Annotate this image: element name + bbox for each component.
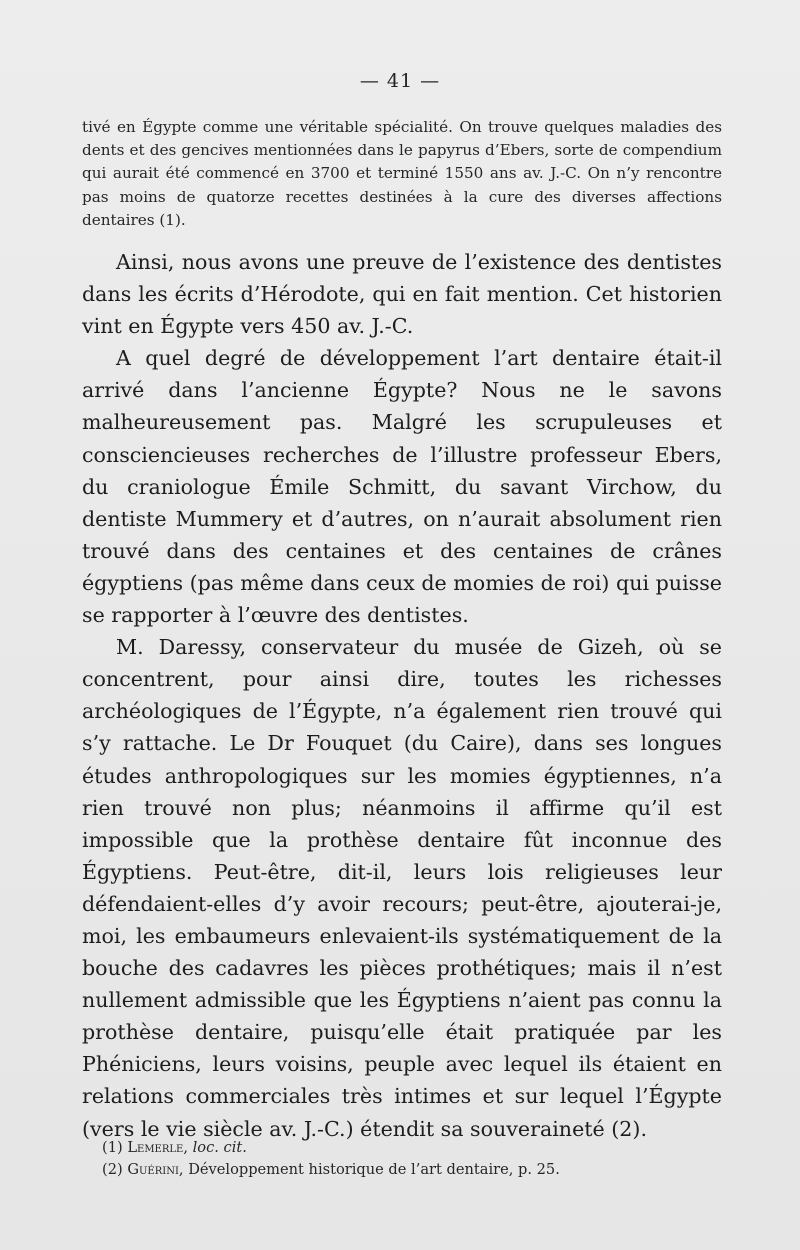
paragraph: A quel degré de développement l’art dentaire était-il arrivé dans l’ancienne Égypte? Nous ne le savons malheureusement pas. Malgré les scrupuleuses et consciencieuses recherches de l’illustre professeur Ebers, du craniologue Émile Schmitt, du savant Virchow, du dentiste Mummery et d’autres, on n’aurait absolument rien trouvé dans des centaines et des centaines de crânes égyptiens (pas même dans ceux de momies de roi) qui puisse se rapporter à l’œuvre des dentistes. [82, 346, 722, 628]
footnote-text: Développement historique de l’art dentaire, p. 25. [188, 1161, 560, 1178]
footnote-text: loc. cit. [192, 1139, 247, 1156]
footnote-marker: (2) [102, 1161, 123, 1178]
page-number: — 41 — [359, 70, 441, 92]
main-text [82, 246, 722, 1145]
intro-paragraph [82, 116, 722, 232]
paragraph: Ainsi, nous avons une preuve de l’existence des dentistes dans les écrits d’Hérodote, qui en fait mention. Cet historien vint en Égypte vers 450 av. J.-C. [82, 250, 722, 339]
footnote-marker: (1) [102, 1139, 123, 1156]
paragraph: M. Daressy, conservateur du musée de Gizeh, où se concentrent, pour ainsi dire, toutes les richesses archéologiques de l’Égypte, n’a également rien trouvé qui s’y rattache. Le Dr Fouquet (du Caire), dans ses longues études anthropologiques sur les momies égyptiennes, n’a rien trouvé non plus; néanmoins il affirme qu’il est impossible que la prothèse dentaire fût inconnue des Égyptiens. Peut-être, dit-il, leurs lois religieuses leur défendaient-elles d’y avoir recours; peut-être, ajouterai-je, moi, les embaumeurs enlevaient-ils systématiquement de la bouche des cadavres les pièces prothétiques; mais il n’est nullement admissible que les Égyptiens n’aient pas connu la prothèse dentaire, puisqu’elle était pratiquée par les Phéniciens, leurs voisins, peuple avec lequel ils étaient en relations commerciales très intimes et sur lequel l’Égypte (vers le vie siècle av. J.-C.) étendit sa souveraineté (2). [82, 635, 722, 1141]
intro-text: tivé en Égypte comme une véritable spécialité. On trouve quelques maladies des dents et des gencives mentionnées dans le papyrus d’Ebers, sorte de compendium qui aurait été commencé en 3700 et terminé 1550 ans av. J.-C. On n’y rencontre pas moins de quatorze recettes destinées à la cure des diverses affections dentaires (1). [82, 118, 722, 229]
footnote-author: Lemerle, [127, 1139, 188, 1156]
footnote [102, 1137, 722, 1159]
footnote-author: Guérini, [127, 1161, 184, 1178]
footnote [102, 1159, 722, 1181]
footnotes [102, 1137, 722, 1181]
